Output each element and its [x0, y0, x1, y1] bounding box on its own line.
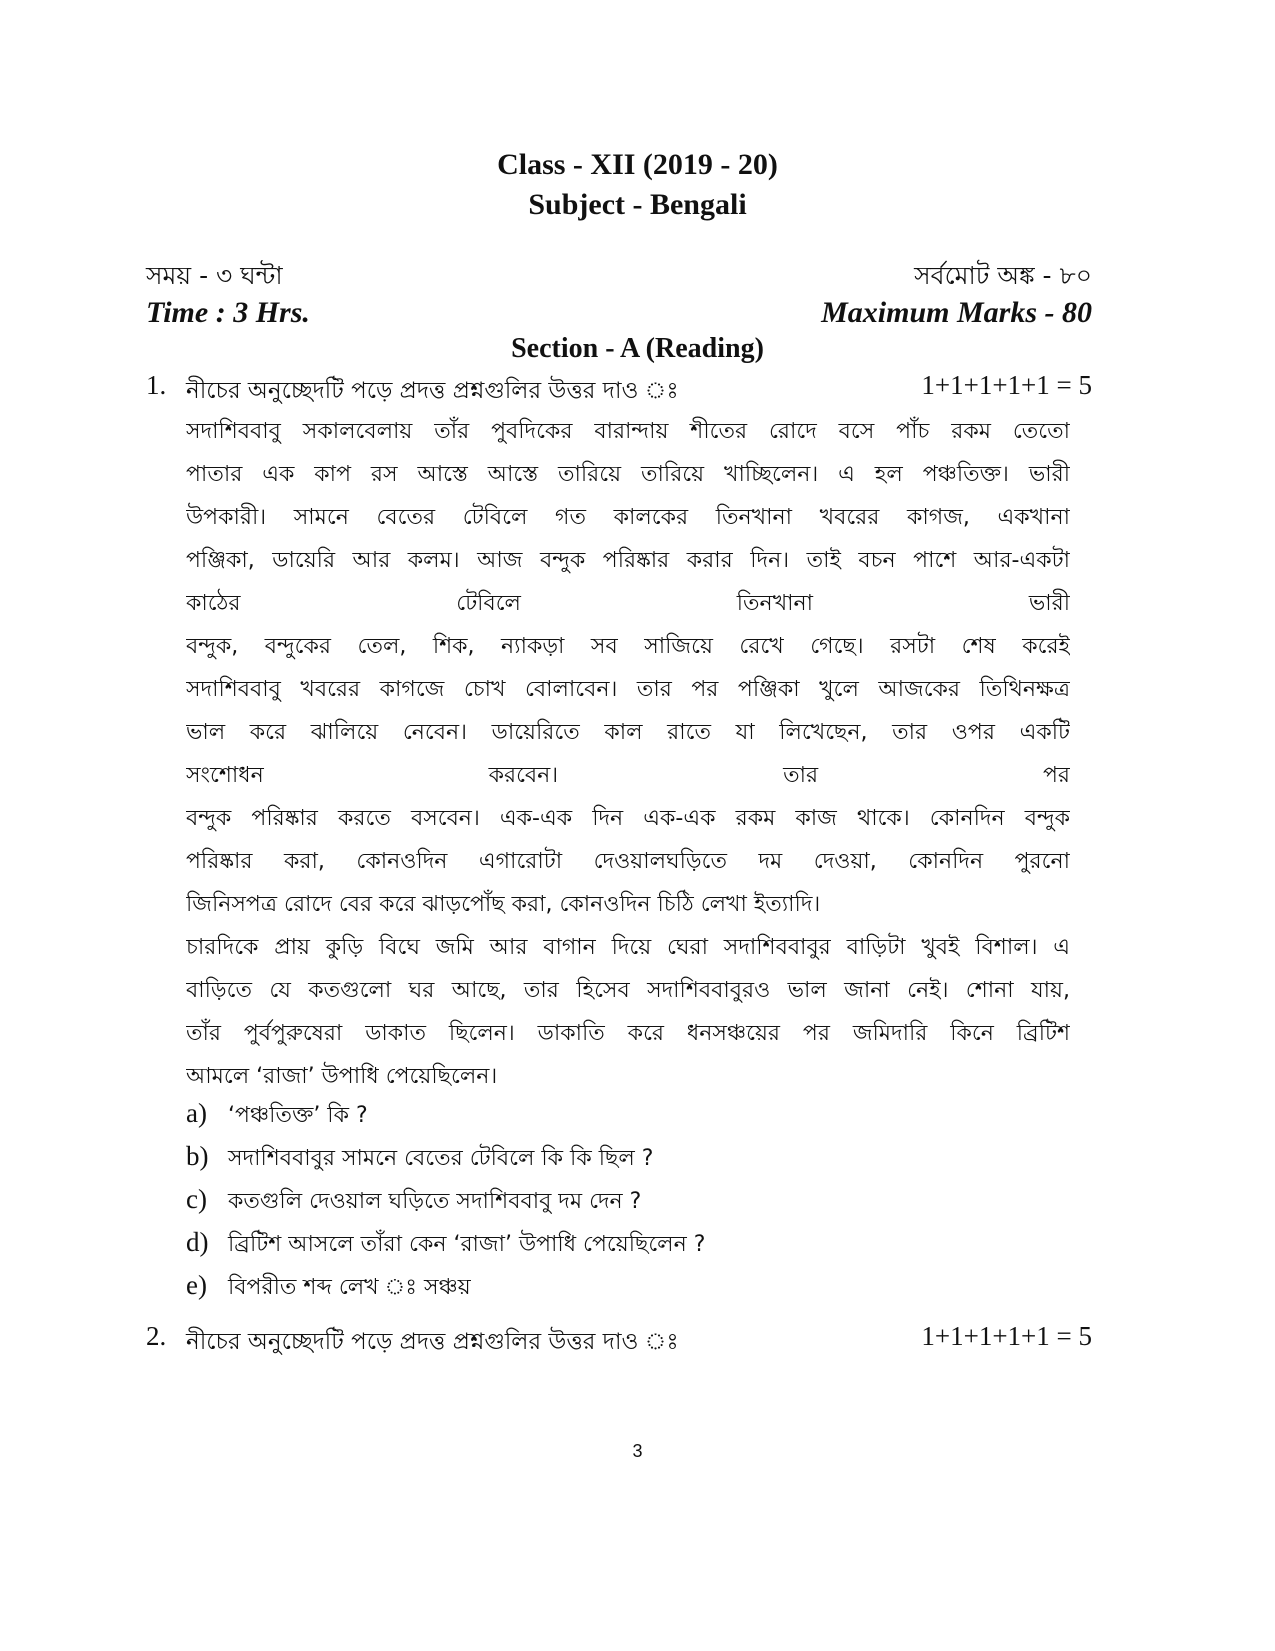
- passage-line: কাঠের টেবিলে তিনখানা ভারী: [186, 591, 1070, 616]
- page-number: 3: [632, 1441, 643, 1461]
- marks-english: Maximum Marks - 80: [821, 296, 1092, 329]
- passage-line: আমলে ‘রাজা’ উপাধি পেয়েছিলেন।: [186, 1064, 498, 1089]
- passage-line: সংশোধন করবেন। তার পর: [186, 763, 1070, 788]
- subquestion-b: [186, 1135, 1070, 1178]
- passage-line: পরিষ্কার করা, কোনওদিন এগারোটা দেওয়ালঘড়িতে দম দেওয়া, কোনদিন পুরনো: [186, 849, 1070, 874]
- reading-passage: [186, 410, 1070, 1098]
- subquestion-list: [186, 1092, 1070, 1307]
- time-english: Time : 3 Hrs.: [146, 296, 310, 329]
- question-1-header: [146, 370, 1092, 402]
- section-heading: Section - A (Reading): [511, 333, 764, 364]
- class-title: Class - XII (2019 - 20): [497, 148, 778, 181]
- subquestion-e: [186, 1264, 1070, 1307]
- passage-line: চারদিকে প্রায় কুড়ি বিঘে জমি আর বাগান দিয়ে ঘেরা সদাশিববাবুর বাড়িটা খুবই বিশাল। এ: [186, 935, 1070, 960]
- passage-line: বাড়িতে যে কতগুলো ঘর আছে, তার হিসেব সদাশিববাবুরও ভাল জানা নেই। শোনা যায়,: [186, 978, 1070, 1003]
- subquestion-text: বিপরীত শব্দ লেখ ঃ সঞ্চয়: [228, 1275, 471, 1300]
- passage-line: জিনিসপত্র রোদে বের করে ঝাড়পোঁছ করা, কোনওদিন চিঠি লেখা ইত্যাদি।: [186, 892, 821, 917]
- passage-line: বন্দুক, বন্দুকের তেল, শিক, ন্যাকড়া সব সাজিয়ে রেখে গেছে। রসটা শেষ করেই: [186, 634, 1070, 659]
- subquestion-label: b): [186, 1141, 209, 1171]
- question-number: 2.: [146, 1321, 167, 1351]
- subquestion-label: a): [186, 1098, 207, 1128]
- time-bengali: সময় - ৩ ঘন্টা: [146, 261, 283, 290]
- question-marks: 1+1+1+1+1 = 5: [921, 1321, 1092, 1351]
- marks-bengali: সর্বমোট অঙ্ক - ৮০: [914, 261, 1092, 290]
- passage-line: পাতার এক কাপ রস আস্তে আস্তে তারিয়ে তারিয়ে খাচ্ছিলেন। এ হল পঞ্চতিক্ত। ভারী: [186, 462, 1070, 487]
- passage-line: উপকারী। সামনে বেতের টেবিলে গত কালকের তিনখানা খবরের কাগজ, একখানা: [186, 505, 1070, 530]
- subquestion-text: ‘পঞ্চতিক্ত’ কি ?: [228, 1103, 368, 1128]
- subquestion-label: e): [186, 1270, 207, 1300]
- subquestion-label: d): [186, 1227, 209, 1257]
- question-instruction: নীচের অনুচ্ছেদটি পড়ে প্রদত্ত প্রশ্নগুলির উত্তর দাও ঃ: [186, 378, 679, 404]
- subquestion-text: ব্রিটিশ আসলে তাঁরা কেন ‘রাজা’ উপাধি পেয়েছিলেন ?: [228, 1232, 706, 1257]
- subquestion-c: [186, 1178, 1070, 1221]
- passage-line: পঞ্জিকা, ডায়েরি আর কলম। আজ বন্দুক পরিষ্কার করার দিন। তাই বচন পাশে আর-একটা: [186, 548, 1070, 573]
- question-instruction: নীচের অনুচ্ছেদটি পড়ে প্রদত্ত প্রশ্নগুলির উত্তর দাও ঃ: [186, 1329, 679, 1355]
- subject-title: Subject - Bengali: [528, 188, 747, 221]
- passage-line: বন্দুক পরিষ্কার করতে বসবেন। এক-এক দিন এক-এক রকম কাজ থাকে। কোনদিন বন্দুক: [186, 806, 1070, 831]
- question-marks: 1+1+1+1+1 = 5: [921, 370, 1092, 400]
- passage-line: সদাশিববাবু খবরের কাগজে চোখ বোলাবেন। তার পর পঞ্জিকা খুলে আজকের তিথিনক্ষত্র: [186, 677, 1070, 702]
- subquestion-a: [186, 1092, 1070, 1135]
- subquestion-label: c): [186, 1184, 207, 1214]
- passage-line: তাঁর পুর্বপুরুষেরা ডাকাত ছিলেন। ডাকাতি করে ধনসঞ্চয়ের পর জমিদারি কিনে ব্রিটিশ: [186, 1021, 1070, 1046]
- subquestion-text: কতগুলি দেওয়াল ঘড়িতে সদাশিববাবু দম দেন ?: [228, 1189, 642, 1214]
- subquestion-text: সদাশিববাবুর সামনে বেতের টেবিলে কি কি ছিল ?: [228, 1146, 654, 1171]
- subquestion-d: [186, 1221, 1070, 1264]
- passage-line: সদাশিববাবু সকালবেলায় তাঁর পুবদিকের বারান্দায় শীতের রোদে বসে পাঁচ রকম তেতো: [186, 419, 1070, 444]
- question-2-header: [146, 1321, 1092, 1353]
- passage-line: ভাল করে ঝালিয়ে নেবেন। ডায়েরিতে কাল রাতে যা লিখেছেন, তার ওপর একটি: [186, 720, 1070, 745]
- question-number: 1.: [146, 370, 167, 400]
